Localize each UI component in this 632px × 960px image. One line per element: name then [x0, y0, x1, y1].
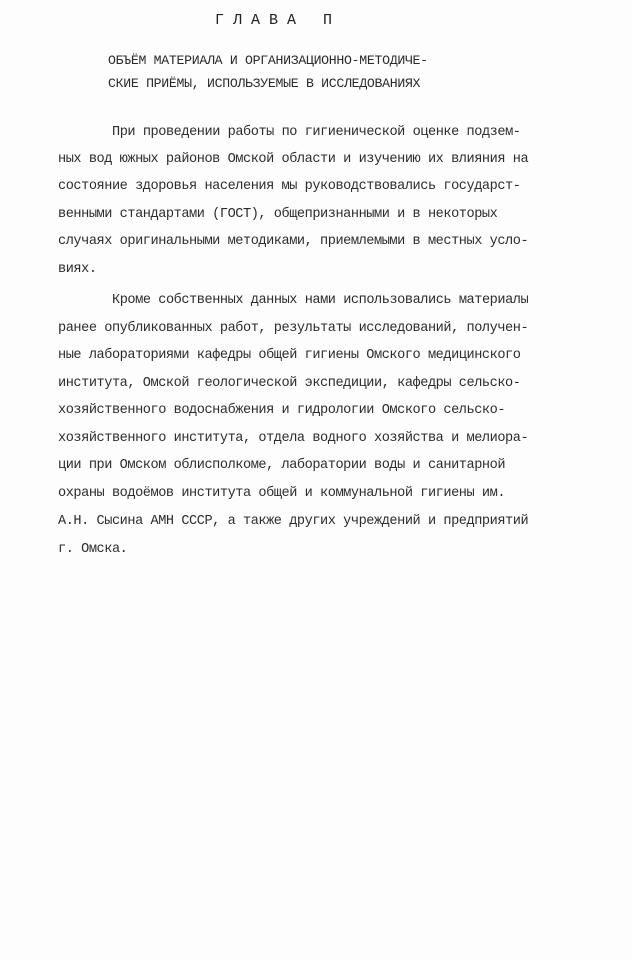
- paragraph-1-line: случаях оригинальными методиками, приемлемыми в местных усло-: [58, 234, 529, 249]
- paragraph-2-line: ные лабораториями кафедры общей гигиены Омского медицинского: [58, 348, 521, 363]
- paragraph-2-line: института, Омской геологической экспедиции, кафедры сельско-: [58, 376, 521, 391]
- chapter-title-line-1: ОБЪЁМ МАТЕРИАЛА И ОРГАНИЗАЦИОННО-МЕТОДИЧЕ-: [108, 53, 428, 68]
- paragraph-2-line: г. Омска.: [58, 542, 128, 557]
- paragraph-2-line: Кроме собственных данных нами использовались материалы: [112, 293, 529, 308]
- paragraph-1-line: венными стандартами (ГОСТ), общепризнанными и в некоторых: [58, 207, 498, 222]
- paragraph-1-line: виях.: [58, 262, 97, 277]
- chapter-heading: ГЛАВА П: [215, 12, 342, 29]
- paragraph-2-line: хозяйственного института, отдела водного хозяйства и мелиора-: [58, 431, 529, 446]
- paragraph-2-line: ции при Омском облисполкоме, лаборатории воды и санитарной: [58, 458, 506, 473]
- paragraph-2-line: ранее опубликованных работ, результаты исследований, получен-: [58, 321, 529, 336]
- paragraph-1-line: ных вод южных районов Омской области и изучению их влияния на: [58, 152, 529, 167]
- paragraph-2-line: хозяйственного водоснабжения и гидрологии Омского сельско-: [58, 403, 506, 418]
- paragraph-2-line: охраны водоёмов института общей и коммунальной гигиены им.: [58, 486, 506, 501]
- chapter-title-line-2: СКИЕ ПРИЁМЫ, ИСПОЛЬЗУЕМЫЕ В ИССЛЕДОВАНИЯХ: [108, 76, 421, 91]
- paragraph-2-line: А.Н. Сысина АМН СССР, а также других учреждений и предприятий: [58, 514, 529, 529]
- paragraph-1-line: состояние здоровья населения мы руководствовались государст-: [58, 179, 521, 194]
- paragraph-1-line: При проведении работы по гигиенической оценке подзем-: [112, 125, 521, 140]
